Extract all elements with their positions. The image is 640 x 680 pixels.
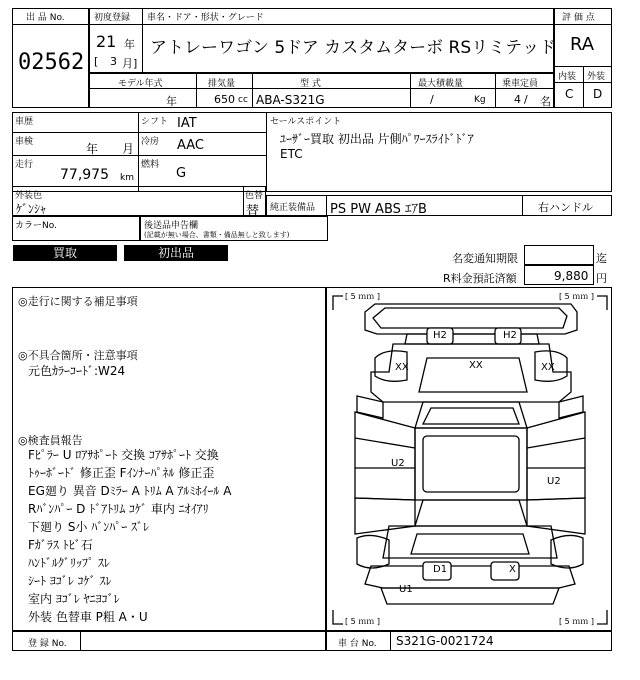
ac: AAC [177,138,204,153]
inspection-month-unit: 月 [122,142,135,156]
mark-u2-right: U2 [547,476,561,487]
shift: IAT [177,116,197,131]
car-name: アトレーワゴン 5ドア カスタムターボ RSリミテッド [150,38,557,58]
shift-label: シフト [141,117,169,127]
sales-point-1: ﾕｰｻﾞｰ買取 初出品 片側ﾊﾟﾜｰｽﾗｲﾄﾞﾄﾞｱ [280,132,474,146]
buy-tag: 買取 [13,245,117,261]
first-reg-month-open: [ [94,55,99,68]
mark-xx-right: XX [541,362,555,373]
recycle-amount: 9,880 [554,269,589,283]
model: ABA-S321G [256,93,325,107]
inspector-label: ◎検査員報告 [18,434,83,447]
handle: 右ハンドル [538,201,593,214]
model-year-unit: 年 [166,95,177,108]
displacement: 650 [214,93,235,106]
chassis-no: S321G-0021724 [396,634,494,648]
inspector-line: ﾊﾝﾄﾞﾙｸﾞﾘｯﾌﾟ ｽﾚ [28,556,110,570]
year-unit: 年 [124,38,135,51]
post-docs-note: (記載が無い場合、書類・備品無しと致します) [144,231,290,239]
fuel: G [176,166,187,181]
first-reg-label: 初度登録 [94,13,131,23]
inspector-line: 下廻り S小 ﾊﾞﾝﾊﾟｰ ｽﾞﾚ [28,520,150,534]
interior-label: 内装 [558,72,577,82]
displacement-unit: cc [238,95,248,105]
defects-line: 元色ｶﾗｰｺｰﾄﾞ:W24 [28,364,126,378]
mark-d1: D1 [433,564,448,575]
inspection-label: 車検 [15,137,34,147]
interior-score: C [565,87,574,101]
inspector-line: Fﾋﾟﾗｰ U ﾛｱｻﾎﾟｰﾄ 交換 ｺｱｻﾎﾟｰﾄ 交換 [28,448,219,462]
exterior-score: D [593,87,603,101]
mark-u1: U1 [399,584,413,595]
model-year-label: モデル年式 [118,79,163,89]
fuel-label: 燃料 [141,160,160,170]
first-reg-year: 21 [96,32,117,51]
capacity-label: 乗車定員 [502,79,539,89]
car-name-label: 車名・ドア・形状・グレード [147,13,264,23]
mileage-label: 走行 [15,160,34,170]
max-load-label: 最大積載量 [418,79,464,89]
recycle-label: R料金預託済額 [443,272,517,285]
mileage: 77,975 [60,167,109,183]
mark-h2-left: H2 [433,330,447,341]
capacity-slash: / [524,93,528,106]
post-docs-label: 後送品申告欄 [144,221,199,231]
mark-xx-left: XX [395,362,409,373]
color-change: 替 [246,204,260,219]
chassis-label: 車 台 No. [338,639,377,649]
inspector-line: EG廻り 異音 Dﾐﾗｰ A ﾄﾘﾑ A ｱﾙﾐﾎｲｰﾙ A [28,484,232,498]
ac-label: 冷房 [141,137,160,147]
mark-h2-right: H2 [503,330,517,341]
deadline-box [524,245,594,265]
corner-br: [ 5 ｍｍ ] [559,617,594,626]
inspector-line: ｼｰﾄ ﾖｺﾞﾚ ｺｹﾞ ｽﾚ [28,574,112,588]
inspector-line: 外装 色替車 P粗 A・U [28,610,148,624]
corner-tl: [ 5 ｍｍ ] [345,292,380,301]
standard-equip-label: 純正装備品 [270,203,316,213]
capacity: 4 [514,93,521,106]
displacement-label: 排気量 [208,79,236,89]
eval-label: 評 価 点 [562,13,595,23]
eval-score: RA [570,34,595,55]
deadline-unit: 迄 [596,252,607,265]
mark-u2-left: U2 [391,458,405,469]
inspector-line: Rﾊﾞﾝﾊﾟｰ D ﾄﾞｱﾄﾘﾑ ｺｹﾞ 車内 ﾆｵｲｱﾘ [28,502,209,516]
model-label: 型 式 [300,79,321,89]
car-diagram [326,287,612,631]
inspector-line: ﾄｩｰﾎﾞｰﾄﾞ 修正歪 Fｲﾝﾅｰﾊﾟﾈﾙ 修正歪 [28,466,215,480]
max-load-unit: Kg [474,95,486,105]
inspector-line: Fｶﾞﾗｽ ﾄﾋﾞ石 [28,538,93,552]
color-label: 外装色 [15,191,43,201]
reg-no-label: 登 録 No. [28,639,67,649]
mark-x-rear: X [509,564,516,575]
max-load-slash: / [430,93,434,106]
color-no-label: カラーNo. [15,221,57,231]
driving-label: ◎走行に関する補足事項 [18,295,138,308]
first-reg-month-close: 月] [122,57,138,70]
color-change-label: 色替 [245,191,264,201]
corner-tr: [ 5 ｍｍ ] [559,292,594,301]
inspection-year-unit: 年 [86,142,99,156]
deadline-label: 名変通知期限 [452,252,518,265]
color-box [12,186,266,216]
capacity-unit: 名 [540,95,551,108]
first-reg-month: 3 [110,55,117,68]
sales-points-label: セールスポイント [270,117,342,127]
sales-point-2: ETC [280,147,303,161]
exterior-label: 外装 [587,72,606,82]
defects-label: ◎不具合箇所・注意事項 [18,349,138,362]
corner-bl: [ 5 ｍｍ ] [345,617,380,626]
history-label: 車歴 [15,117,34,127]
mark-xx-center: XX [469,360,483,371]
mileage-unit: km [120,173,134,183]
color: ｹﾞﾝｼｬ [16,202,47,216]
inspector-line: 室内 ﾖｺﾞﾚ ﾔﾆﾖｺﾞﾚ [28,592,120,606]
recycle-unit: 円 [596,272,607,285]
lot-no-label: 出 品 No. [26,13,65,23]
standard-equip: PS PW ABS ｴｱB [330,202,427,217]
lot-no: 02562 [18,50,85,75]
first-listing-tag: 初出品 [124,245,228,261]
